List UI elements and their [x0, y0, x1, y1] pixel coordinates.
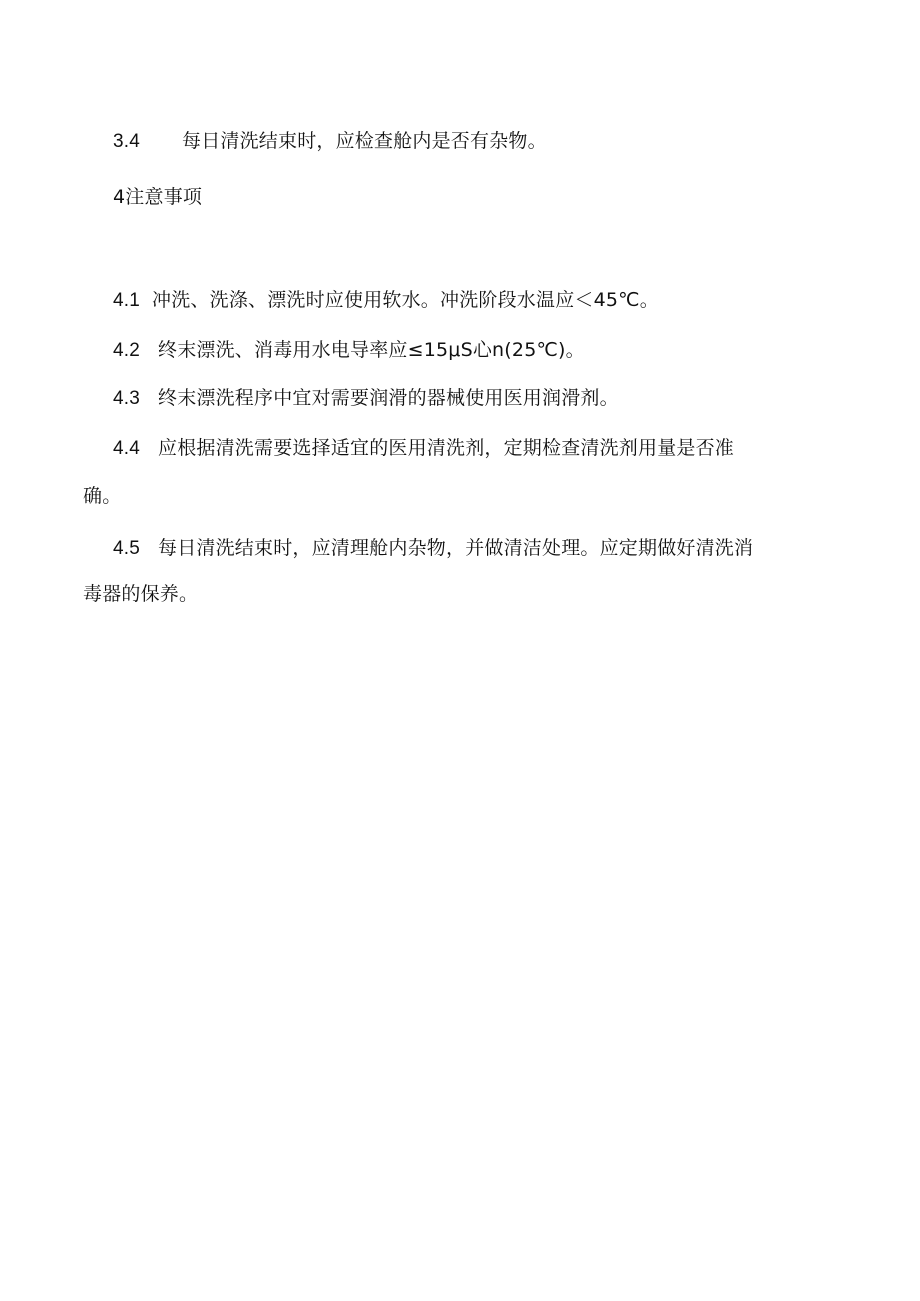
item-3-4: [113, 129, 547, 154]
item-number: 4.1: [113, 290, 141, 311]
item-text: 终末漂洗、消毒用水电导率应≤15μS心n(25℃)。: [158, 339, 585, 361]
item-number: 4.3: [113, 388, 141, 409]
item-number: 4.4: [113, 438, 141, 459]
item-4-4-continuation: 确。: [83, 485, 122, 507]
item-text: 冲洗、洗涤、漂洗时应使用软水。冲洗阶段水温应＜45℃。: [152, 289, 659, 311]
item-4-5: [113, 536, 753, 561]
item-number: 3.4: [113, 131, 141, 152]
item-text: 每日清洗结束时，应检查舱内是否有杂物。: [182, 130, 547, 152]
section-heading: 4注意事项: [113, 186, 203, 208]
item-number: 4.5: [113, 538, 141, 559]
item-4-4: [113, 436, 734, 461]
item-4-3: [113, 386, 619, 411]
item-4-5-continuation: 毒器的保养。: [83, 583, 199, 605]
item-text: 每日清洗结束时，应清理舱内杂物，并做清洁处理。应定期做好清洗消: [158, 537, 754, 559]
item-text: 终末漂洗程序中宜对需要润滑的器械使用医用润滑剂。: [158, 387, 619, 409]
item-4-2: [113, 338, 585, 363]
item-4-1: [113, 288, 659, 313]
item-text: 应根据清洗需要选择适宜的医用清洗剂，定期检查清洗剂用量是否准: [158, 437, 735, 459]
item-number: 4.2: [113, 340, 141, 361]
